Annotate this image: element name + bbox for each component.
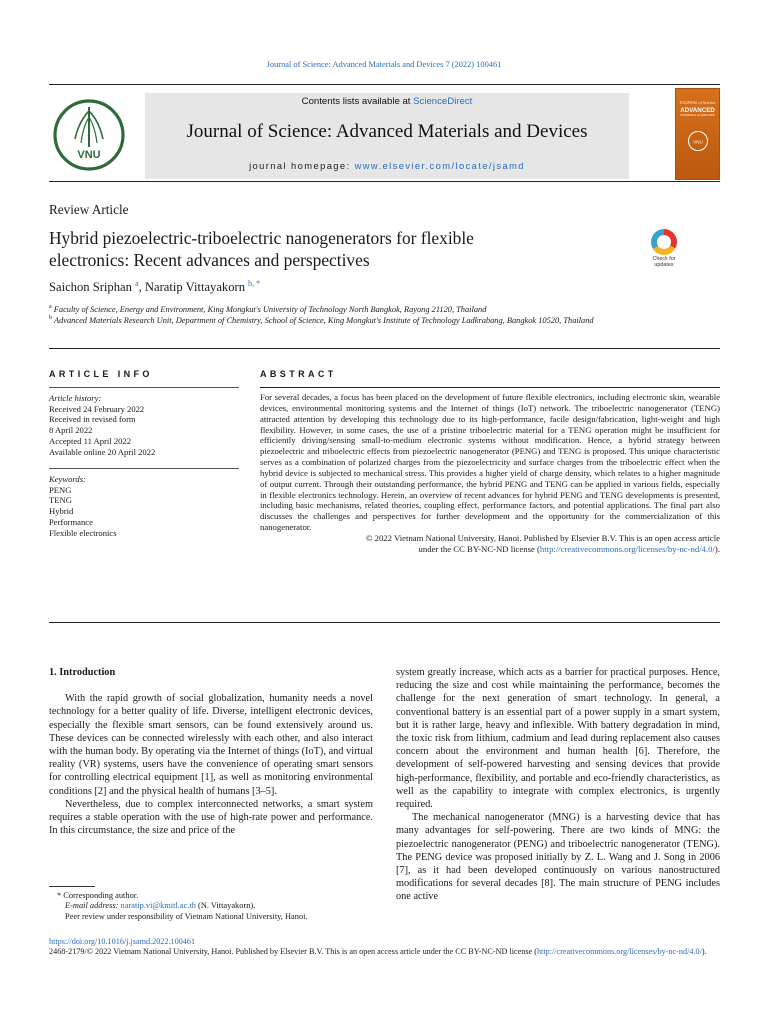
abstract-copyright (260, 533, 720, 555)
divider-top (49, 348, 720, 349)
license-line-prefix: 2468-2179/© 2022 Vietnam National University, Hanoi. Published by Elsevier B.V. This is an open access article under the CC BY-NC-ND license ( (49, 947, 537, 957)
journal-header-band (145, 93, 629, 179)
info-divider-2 (49, 468, 239, 469)
email-line (49, 901, 373, 911)
logo-text: VNU (77, 149, 101, 161)
affiliations (49, 304, 709, 326)
affiliation-b (49, 315, 709, 326)
peer-review-note: Peer review under responsibility of Vietnam National University, Hanoi. (65, 911, 308, 921)
intro-paragraph-3: system greatly increase, which acts as a barrier for practical purposes. Hence, reducing the size and cost while maintaining the performance, becomes the challenge for the next generation of smart technology. In general, a conventional battery is an essential part of a power supply in a smart system, but it is rather large, heavy and inflexible. With battery degradation in mind, the toxic risk from lithium, cadmium and lead during replacement also causes concern about the environment and human health [6]. Therefore, the development of self-powered harvesting and sensing devices that provide high-performance, flexibility, and portable and eco-friendly characteristics, as well as the capability to integrate with complex electronics, is urgently required. (396, 667, 720, 811)
corresponding-author-note (49, 891, 373, 901)
journal-reference[interactable]: Journal of Science: Advanced Materials and Devices 7 (2022) 100461 (266, 60, 502, 69)
license-link[interactable]: http://creativecommons.org/licenses/by-nc-nd/4.0/ (539, 543, 715, 554)
body-column-right (396, 666, 720, 904)
author-1-affiliation-mark[interactable]: a (135, 278, 139, 288)
sciencedirect-link[interactable]: ScienceDirect (413, 96, 473, 107)
footer-license-link[interactable]: http://creativecommons.org/licenses/by-nc-nd/4.0/ (536, 947, 702, 957)
license-line (49, 947, 720, 957)
authors (49, 280, 260, 295)
crossmark-label (646, 256, 682, 268)
contents-line (145, 96, 629, 107)
introduction-heading: 1. Introduction (49, 667, 116, 678)
author-2-affiliation-mark[interactable]: b, * (248, 278, 261, 288)
vnu-logo (49, 97, 129, 173)
check-for-updates-button[interactable] (646, 229, 682, 269)
keyword-item: Flexible electronics (49, 527, 117, 538)
history-item: Accepted 11 April 2022 (49, 435, 132, 446)
intro-paragraph-2: Nevertheless, due to complex interconnected networks, a smart system requires a stable operation with the use of high-rate power and performance. In this circumstance, the size and price of the (49, 798, 373, 837)
homepage-prefix: journal homepage: (249, 160, 351, 171)
corresponding-author-text: * Corresponding author. (57, 891, 139, 900)
journal-cover-thumbnail[interactable] (675, 88, 720, 180)
email-link[interactable]: naratip.vi@kmitl.ac.th (120, 901, 196, 911)
affiliation-a-mark: a (49, 304, 52, 311)
masthead (49, 84, 720, 182)
author-1[interactable]: Saichon Sriphan (49, 280, 132, 294)
title-line-1: Hybrid piezoelectric-triboelectric nanogenerators for flexible (49, 228, 474, 248)
history-item: Received in revised form (49, 414, 136, 425)
article-type: Review Article (49, 202, 129, 217)
intro-paragraph-4: The mechanical nanogenerator (MNG) is a harvesting device that has many advantages for self-powering. There are two kinds of MNG: the piezoelectric nanogenerator (PENG) and triboelectric nanogenerator (TENG). The PENG device was proposed initially by Z. L. Wang and J. Song in 2006 [7], as it had been developed continuously on various nanostructured modifications for several decades [8]. The main structure of PENG includes one active (396, 812, 720, 903)
contents-prefix: Contents lists available at (301, 96, 411, 107)
page-footer (49, 937, 720, 958)
abstract-text: For several decades, a focus has been placed on the development of future flexible electronics, including electronic skin, wearable devices, environmental monitoring systems and the Internet of things (IoT) network. The triboelectric nanogenerator (TENG) attracted attention by developing this technology due to its high-performance, facile design/fabrication, light-weight and high flexibility. However, in some cases, the use of a pristine triboelectric material for a TENG operation might be insufficient for efficiently driving/sensing small-to-medium electronic systems without modification. Hence, a hybrid strategy between piezoelectric and triboelectric effects from piezoelectric nanogenerator (PENG) and TENG is proposed. This unique characteristic serves as a combination of polarized charges from the piezoelectricity and surface charges from the triboelectric effect when the hybrid device is subjected to mechanical stress. This provides a higher yield of charge density, which relates to a higher magnitude of output current. Through their outstanding performance, the hybrid PENG and TENG can be applied in various fields, especially in flexible electronics technology. Herein, an overview of recent advances for hybrid PENG and TENG developments is presented, including basic mechanisms, related theories, coupling effect, performance factors, and potential applications. The final part also discusses the challenges and perspectives for further development and the opportunity for the commercialization of this nanogenerator. (260, 392, 720, 533)
info-divider-1 (49, 387, 239, 388)
affiliation-a-text: Faculty of Science, Energy and Environment, King Mongkut's University of Technology North Bangkok, Rayong 21120, Thailand (53, 305, 487, 314)
abstract-divider (260, 387, 720, 388)
affiliation-b-text: Advanced Materials Research Unit, Department of Chemistry, School of Science, King Mongkut's Institute of Technology Ladkrabang, Bangkok 10520, Thailand (53, 316, 594, 326)
history-item: Available online 20 April 2022 (49, 446, 156, 457)
copyright-line-1: © 2022 Vietnam National University, Hanoi. Published by Elsevier B.V. This is an open access article (365, 532, 720, 543)
cover-title: ADVANCED (680, 107, 715, 114)
author-separator: , (138, 280, 145, 294)
keyword-item: Hybrid (49, 506, 74, 517)
abstract-body (260, 392, 720, 555)
affiliation-a (49, 304, 709, 315)
body-column-left (49, 666, 373, 837)
footnote (49, 891, 373, 922)
copyright-line-2-prefix: under the CC BY-NC-ND license ( (418, 543, 540, 554)
keyword-item: Performance (49, 516, 93, 527)
email-suffix: (N. Vittayakorn). (198, 901, 256, 911)
keyword-item: TENG (49, 495, 72, 506)
cover-top-text: JOURNAL of Science (679, 100, 716, 105)
article-info-heading: ARTICLE INFO (49, 369, 153, 379)
article-history (49, 393, 239, 457)
license-line-suffix: ). (701, 947, 707, 957)
doi-link[interactable]: https://doi.org/10.1016/j.jsamd.2022.100461 (49, 937, 196, 946)
keywords (49, 474, 239, 538)
homepage-line (145, 160, 629, 171)
crossmark-label-line1: Check for (652, 256, 676, 262)
keyword-item: PENG (49, 484, 72, 495)
copyright-line-2-suffix: ). (714, 543, 720, 554)
cover-seal-icon (688, 131, 708, 151)
abstract-heading: ABSTRACT (260, 369, 337, 379)
cover-seal-text: VNU (693, 139, 703, 145)
author-2[interactable]: Naratip Vittayakorn (144, 280, 246, 294)
homepage-link[interactable]: www.elsevier.com/locate/jsamd (354, 160, 525, 171)
article-title (49, 227, 609, 271)
history-label: Article history: (49, 393, 102, 403)
copyright-line-2 (260, 544, 720, 555)
divider-bottom (49, 622, 720, 623)
history-item: Received 24 February 2022 (49, 403, 145, 414)
footnote-divider (49, 886, 95, 887)
cover-subtitle: MATERIALS and DEVICES (680, 113, 715, 117)
email-label: E-mail address: (65, 901, 119, 911)
journal-title: Journal of Science: Advanced Materials and Devices (186, 121, 588, 142)
keywords-label: Keywords: (49, 474, 86, 484)
history-item: 8 April 2022 (49, 425, 93, 436)
title-line-2: electronics: Recent advances and perspectives (49, 250, 370, 270)
crossmark-icon (651, 229, 677, 255)
affiliation-b-mark: b (49, 315, 52, 322)
intro-paragraph-1: With the rapid growth of social globalization, humanity needs a novel technology for a better quality of life. Diverse, intelligent electronic devices, especially the flexible smart sensors, can be found extensively around us. These devices can be connected wirelessly with each other, and also interact with the human body. By operating via the Internet of things (IoT), and virtual reality (VR) systems, users have the convenience of operating smart sensors for controlling electrical equipment [1], as well as monitoring environmental conditions [2] and the physical health of humans [3–5]. (49, 693, 373, 797)
crossmark-label-line2: updates (654, 262, 674, 268)
